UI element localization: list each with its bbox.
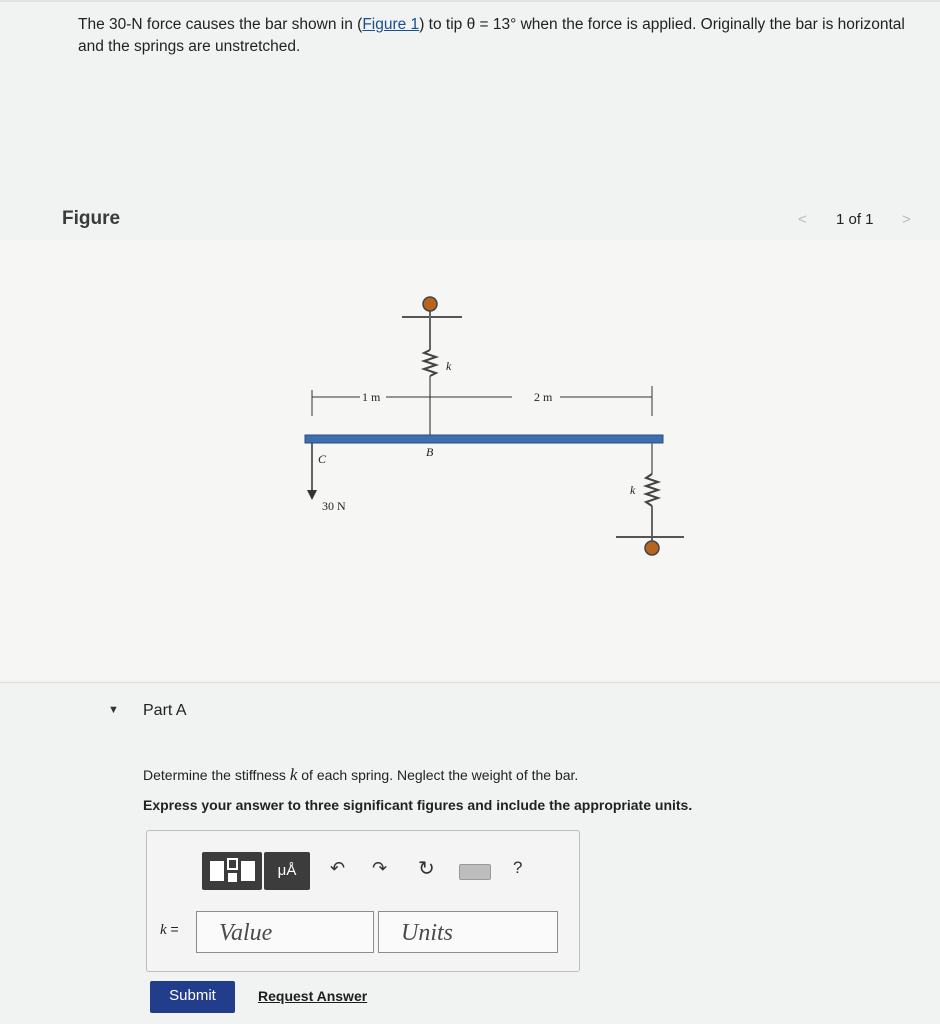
bottom-spring	[646, 474, 658, 506]
dim-label-2m: 2 m	[534, 390, 553, 404]
question-after: of each spring. Neglect the weight of the bar.	[297, 767, 579, 783]
answer-variable: k	[160, 922, 167, 938]
units-input[interactable]: Units	[378, 911, 558, 953]
section-divider	[0, 682, 940, 683]
answer-variable-label	[160, 921, 179, 939]
bottom-pin	[645, 541, 659, 555]
figure-link[interactable]: Figure 1	[362, 16, 420, 33]
figure-prev-button[interactable]: <	[798, 211, 807, 228]
question-variable: k	[289, 765, 298, 784]
redo-icon[interactable]: ↷	[372, 858, 388, 878]
bottom-spring-label: k	[630, 483, 636, 497]
templates-button[interactable]	[202, 852, 262, 890]
intro-text-before: The 30-N force causes the bar shown in (	[78, 16, 363, 33]
rigid-bar	[305, 435, 663, 443]
question-before: Determine the stiffness	[143, 767, 290, 783]
dim-label-1m: 1 m	[362, 390, 381, 404]
bar-spring-diagram	[0, 240, 940, 680]
point-b-label: B	[426, 445, 434, 459]
problem-statement	[78, 14, 918, 58]
figure-panel	[0, 240, 940, 680]
templates-icon	[202, 852, 262, 890]
help-icon[interactable]: ?	[513, 858, 523, 877]
part-title[interactable]: Part A	[143, 702, 187, 719]
top-spring-label: k	[446, 359, 452, 373]
intro-text-after: ) to tip θ = 13° when the force is applied. Originally the bar is horizontal and the springs are unstretched.	[78, 16, 905, 55]
answer-instruction: Express your answer to three significant figures and include the appropriate units.	[143, 797, 693, 813]
units-button[interactable]: μÅ	[264, 852, 310, 890]
figure-next-button[interactable]: >	[902, 211, 911, 228]
submit-button[interactable]: Submit	[150, 981, 235, 1013]
undo-icon[interactable]: ↶	[330, 858, 346, 878]
answer-equals: =	[166, 921, 179, 937]
part-collapse-toggle[interactable]: ▼	[108, 704, 119, 716]
value-input[interactable]: Value	[196, 911, 374, 953]
top-spring	[424, 350, 436, 376]
question-text	[143, 765, 578, 785]
top-border	[0, 0, 940, 2]
keyboard-icon[interactable]	[459, 864, 491, 880]
top-pin	[423, 297, 437, 311]
point-c-label: C	[318, 452, 327, 466]
force-label: 30 N	[322, 499, 346, 513]
reset-icon[interactable]: ↻	[418, 858, 435, 880]
figure-heading: Figure	[62, 208, 121, 229]
request-answer-link[interactable]: Request Answer	[258, 988, 368, 1004]
figure-page-count: 1 of 1	[836, 211, 874, 228]
force-arrow-head	[307, 490, 317, 500]
